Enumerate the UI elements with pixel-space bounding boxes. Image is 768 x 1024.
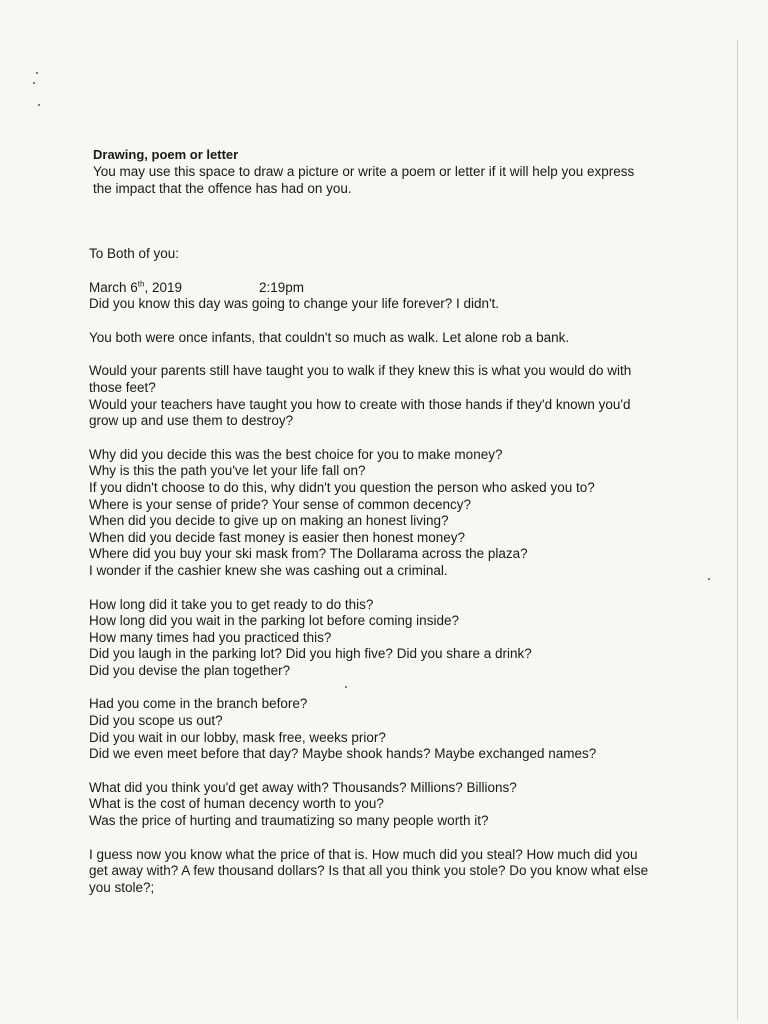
paragraph-final: I guess now you know what the price of that is. How much did you steal? How much did you get away with? A few thousand dollars? Is that all you think you stole? Do you know what else you stole?; (89, 846, 649, 895)
paragraph-line: When did you decide fast money is easier then honest money? (89, 529, 465, 545)
salutation: To Both of you: (89, 246, 180, 261)
paragraph-line: I wonder if the cashier knew she was cashing out a criminal. (89, 562, 448, 578)
paragraph-line: What did you think you'd get away with? Thousands? Millions? Billions? (89, 779, 517, 795)
letter-body (89, 246, 649, 896)
paragraph-line: Why is this the path you've let your life fall on? (89, 463, 366, 479)
date-time-line (89, 280, 649, 297)
header-title: Drawing, poem or letter (93, 147, 239, 162)
paragraph-line: Would your teachers have taught you how to create with those hands if they'd known you'd grow up and use them to destroy? (89, 396, 631, 429)
scan-speck (33, 82, 35, 84)
paragraph-line: How many times had you practiced this? (89, 629, 332, 645)
paragraph-line: Did you scope us out? (89, 713, 223, 729)
letter-date: March 6th, 2019 (89, 279, 182, 295)
paragraph-line: How long did you wait in the parking lot before coming inside? (89, 613, 459, 629)
paragraph-line: Why did you decide this was the best choice for you to make money? (89, 446, 503, 462)
paragraph-line: Did you know this day was going to change your life forever? I didn't. (89, 296, 500, 312)
scan-speck (36, 72, 38, 74)
paragraph-line: If you didn't choose to do this, why didn't you question the person who asked you to? (89, 479, 595, 495)
scan-speck (38, 104, 40, 106)
paragraph-line: Where did you buy your ski mask from? The Dollarama across the plaza? (89, 546, 528, 562)
paragraph-line: Did we even meet before that day? Maybe shook hands? Maybe exchanged names? (89, 746, 597, 762)
paragraph-line: Was the price of hurting and traumatizing so many people worth it? (89, 813, 489, 829)
header-description: You may use this space to draw a picture or write a poem or letter if it will help you express the impact that the offence has had on you. (93, 164, 635, 196)
scan-edge-line (737, 40, 738, 1020)
paragraph-line: Had you come in the branch before? (89, 696, 308, 712)
paragraph-line: How long did it take you to get ready to do this? (89, 596, 374, 612)
paragraph-line: When did you decide to give up on making an honest living? (89, 513, 449, 529)
scan-speck (708, 578, 710, 580)
paragraph-line: Did you laugh in the parking lot? Did you high five? Did you share a drink? (89, 646, 532, 662)
paragraph-line: Where is your sense of pride? Your sense of common decency? (89, 496, 471, 512)
paragraph-line: Would your parents still have taught you to walk if they knew this is what you would do with those feet? (89, 363, 632, 395)
paragraph-line: You both were once infants, that couldn't so much as walk. Let alone rob a bank. (89, 329, 570, 345)
paragraph-line: Did you devise the plan together? (89, 662, 291, 678)
paragraph-line: What is the cost of human decency worth to you? (89, 796, 384, 812)
form-header (93, 146, 653, 197)
paragraph-line: Did you wait in our lobby, mask free, weeks prior? (89, 729, 386, 745)
letter-time: 2:19pm (259, 279, 305, 295)
